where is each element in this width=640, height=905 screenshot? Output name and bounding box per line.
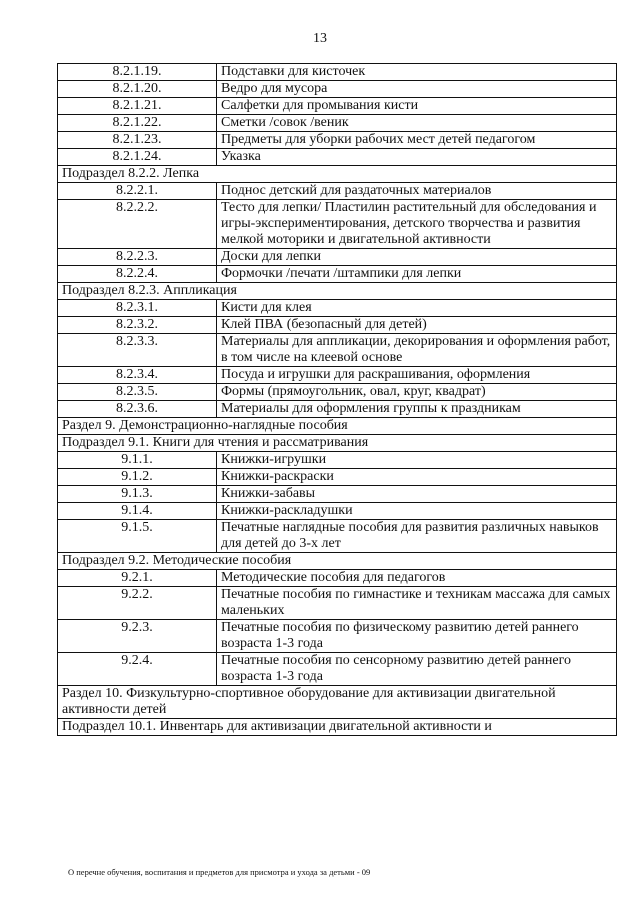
item-code: 8.2.2.4. xyxy=(58,266,217,283)
table-row xyxy=(58,317,617,334)
item-code: 9.1.3. xyxy=(58,486,217,503)
item-code: 8.2.2.2. xyxy=(58,200,217,249)
table-row xyxy=(58,587,617,620)
item-code: 8.2.3.5. xyxy=(58,384,217,401)
table-row xyxy=(58,384,617,401)
item-code: 9.1.1. xyxy=(58,452,217,469)
section-heading-row xyxy=(58,686,617,719)
item-code: 8.2.2.3. xyxy=(58,249,217,266)
item-description: Методические пособия для педагогов xyxy=(217,570,617,587)
table-row xyxy=(58,98,617,115)
table-row xyxy=(58,469,617,486)
item-description: Книжки-раскраски xyxy=(217,469,617,486)
item-code: 8.2.1.19. xyxy=(58,64,217,81)
item-code: 8.2.1.24. xyxy=(58,149,217,166)
table-row xyxy=(58,334,617,367)
table-row xyxy=(58,620,617,653)
item-description: Печатные пособия по физическому развитию детей раннего возраста 1-3 года xyxy=(217,620,617,653)
section-heading: Подраздел 10.1. Инвентарь для активизации двигательной активности и xyxy=(58,719,617,736)
item-code: 9.1.2. xyxy=(58,469,217,486)
item-code: 8.2.1.21. xyxy=(58,98,217,115)
section-heading: Подраздел 9.2. Методические пособия xyxy=(58,553,617,570)
page-footer: О перечне обучения, воспитания и предметов для присмотра и ухода за детьми - 09 xyxy=(68,867,371,877)
item-code: 8.2.3.2. xyxy=(58,317,217,334)
item-description: Кисти для клея xyxy=(217,300,617,317)
section-heading: Раздел 9. Демонстрационно-наглядные пособия xyxy=(58,418,617,435)
table-row xyxy=(58,149,617,166)
section-heading: Подраздел 8.2.2. Лепка xyxy=(58,166,617,183)
item-description: Формочки /печати /штампики для лепки xyxy=(217,266,617,283)
section-heading-row xyxy=(58,719,617,736)
table-row xyxy=(58,653,617,686)
item-description: Книжки-забавы xyxy=(217,486,617,503)
section-heading-row xyxy=(58,553,617,570)
item-description: Формы (прямоугольник, овал, круг, квадрат) xyxy=(217,384,617,401)
table-row xyxy=(58,64,617,81)
section-heading: Раздел 10. Физкультурно-спортивное оборудование для активизации двигательной активности детей xyxy=(58,686,617,719)
item-code: 8.2.3.1. xyxy=(58,300,217,317)
item-description: Подставки для кисточек xyxy=(217,64,617,81)
table-row xyxy=(58,266,617,283)
table-row xyxy=(58,401,617,418)
table-row xyxy=(58,183,617,200)
item-code: 8.2.3.4. xyxy=(58,367,217,384)
table-row xyxy=(58,570,617,587)
item-description: Книжки-раскладушки xyxy=(217,503,617,520)
item-description: Указка xyxy=(217,149,617,166)
item-code: 8.2.3.6. xyxy=(58,401,217,418)
item-description: Материалы для аппликации, декорирования и оформления работ, в том числе на клеевой основе xyxy=(217,334,617,367)
item-code: 9.2.1. xyxy=(58,570,217,587)
item-code: 8.2.2.1. xyxy=(58,183,217,200)
item-description: Поднос детский для раздаточных материалов xyxy=(217,183,617,200)
item-code: 9.2.4. xyxy=(58,653,217,686)
table-row xyxy=(58,81,617,98)
item-description: Салфетки для промывания кисти xyxy=(217,98,617,115)
section-heading: Подраздел 9.1. Книги для чтения и рассматривания xyxy=(58,435,617,452)
item-description: Доски для лепки xyxy=(217,249,617,266)
item-code: 8.2.3.3. xyxy=(58,334,217,367)
table-row xyxy=(58,200,617,249)
table-row xyxy=(58,249,617,266)
item-description: Предметы для уборки рабочих мест детей педагогом xyxy=(217,132,617,149)
item-description: Сметки /совок /веник xyxy=(217,115,617,132)
item-description: Ведро для мусора xyxy=(217,81,617,98)
item-code: 9.2.2. xyxy=(58,587,217,620)
section-heading-row xyxy=(58,418,617,435)
item-code: 9.1.4. xyxy=(58,503,217,520)
item-code: 8.2.1.22. xyxy=(58,115,217,132)
table-row xyxy=(58,486,617,503)
table-row xyxy=(58,520,617,553)
table-row xyxy=(58,367,617,384)
item-code: 8.2.1.23. xyxy=(58,132,217,149)
table-row xyxy=(58,503,617,520)
equipment-table xyxy=(57,63,617,736)
item-description: Печатные пособия по сенсорному развитию детей раннего возраста 1-3 года xyxy=(217,653,617,686)
item-code: 9.1.5. xyxy=(58,520,217,553)
section-heading: Подраздел 8.2.3. Аппликация xyxy=(58,283,617,300)
table-row xyxy=(58,115,617,132)
item-description: Клей ПВА (безопасный для детей) xyxy=(217,317,617,334)
table-body xyxy=(58,64,617,736)
item-description: Материалы для оформления группы к праздникам xyxy=(217,401,617,418)
item-code: 9.2.3. xyxy=(58,620,217,653)
item-description: Посуда и игрушки для раскрашивания, оформления xyxy=(217,367,617,384)
item-description: Тесто для лепки/ Пластилин растительный для обследования и игры-экспериментирования, детского творчества и развития мелкой моторики и двигательной активности xyxy=(217,200,617,249)
table-row xyxy=(58,452,617,469)
item-description: Книжки-игрушки xyxy=(217,452,617,469)
page-number: 13 xyxy=(313,31,327,46)
section-heading-row xyxy=(58,283,617,300)
table-row xyxy=(58,132,617,149)
item-description: Печатные пособия по гимнастике и техникам массажа для самых маленьких xyxy=(217,587,617,620)
item-code: 8.2.1.20. xyxy=(58,81,217,98)
table-row xyxy=(58,300,617,317)
section-heading-row xyxy=(58,435,617,452)
item-description: Печатные наглядные пособия для развития различных навыков для детей до 3-х лет xyxy=(217,520,617,553)
section-heading-row xyxy=(58,166,617,183)
